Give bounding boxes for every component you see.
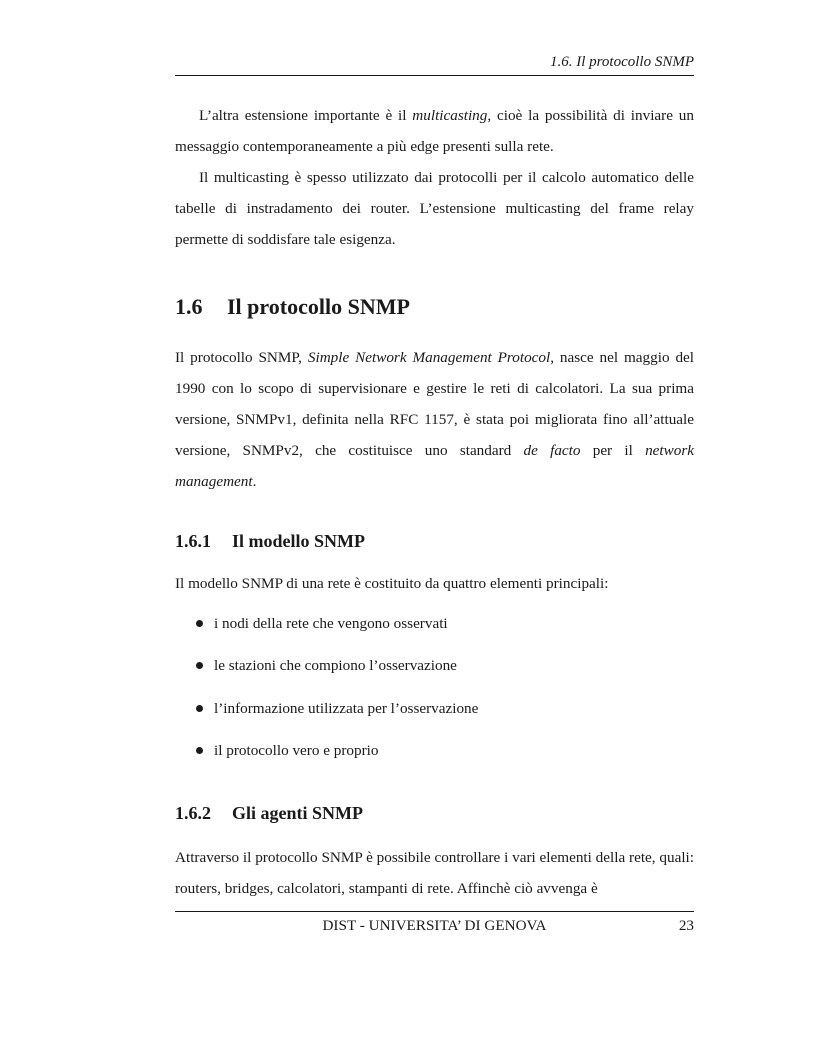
subsection-2-number: 1.6.2 bbox=[175, 803, 211, 823]
footer-institution: DIST - UNIVERSITA’ DI GENOVA bbox=[322, 917, 547, 934]
section-title: Il protocollo SNMP bbox=[227, 294, 410, 319]
subsection-2-paragraph-1: Attraverso il protocollo SNMP è possibile controllare i vari elementi della rete, quali: routers, bridges, calcolatori, stampanti di rete. Affinchè ciò avvenga è bbox=[175, 849, 694, 897]
section-paragraph-1: Il protocollo SNMP, Simple Network Management Protocol, nasce nel maggio del 1990 con lo scopo di supervisionare e gestire le reti di calcolatori. La sua prima versione, SNMPv1, definita nella RFC 1157, è stata poi migliorata fino all’attuale versione, SNMPv2, che costituisce uno standard de facto per il network management. bbox=[175, 349, 694, 490]
subsection-1-heading bbox=[175, 529, 365, 553]
section-number: 1.6 bbox=[175, 294, 203, 319]
subsection-2-body bbox=[175, 842, 694, 904]
bullet-icon bbox=[196, 747, 203, 754]
footer-rule bbox=[175, 911, 694, 912]
section-heading bbox=[175, 293, 410, 321]
list-item: i nodi della rete che vengono osservati bbox=[196, 613, 478, 655]
running-header: 1.6. Il protocollo SNMP bbox=[549, 54, 694, 70]
list-item: l’informazione utilizzata per l’osservazione bbox=[196, 698, 478, 740]
section-body bbox=[175, 342, 694, 497]
subsection-2-heading bbox=[175, 801, 363, 825]
subsection-1-intro-block bbox=[175, 568, 694, 599]
bullet-icon bbox=[196, 620, 203, 627]
bullet-icon bbox=[196, 705, 203, 712]
subsection-1-title: Il modello SNMP bbox=[232, 531, 365, 551]
subsection-2-title: Gli agenti SNMP bbox=[232, 803, 363, 823]
list-item: il protocollo vero e proprio bbox=[196, 740, 478, 782]
list-item: le stazioni che compiono l’osservazione bbox=[196, 655, 478, 697]
intro-block bbox=[175, 100, 694, 255]
subsection-1-intro: Il modello SNMP di una rete è costituito da quattro elementi principali: bbox=[175, 575, 609, 592]
bullet-icon bbox=[196, 662, 203, 669]
intro-paragraph-2: Il multicasting è spesso utilizzato dai protocolli per il calcolo automatico delle tabelle di instradamento dei router. L’estensione multicasting del frame relay permette di soddisfare tale esigenza. bbox=[175, 169, 694, 248]
header-rule bbox=[175, 75, 694, 76]
subsection-1-number: 1.6.1 bbox=[175, 531, 211, 551]
intro-paragraph-1: L’altra estensione importante è il multicasting, cioè la possibilità di inviare un messaggio contemporaneamente a più edge presenti sulla rete. bbox=[175, 107, 694, 155]
bullet-list bbox=[196, 613, 478, 782]
page-number: 23 bbox=[678, 917, 694, 934]
